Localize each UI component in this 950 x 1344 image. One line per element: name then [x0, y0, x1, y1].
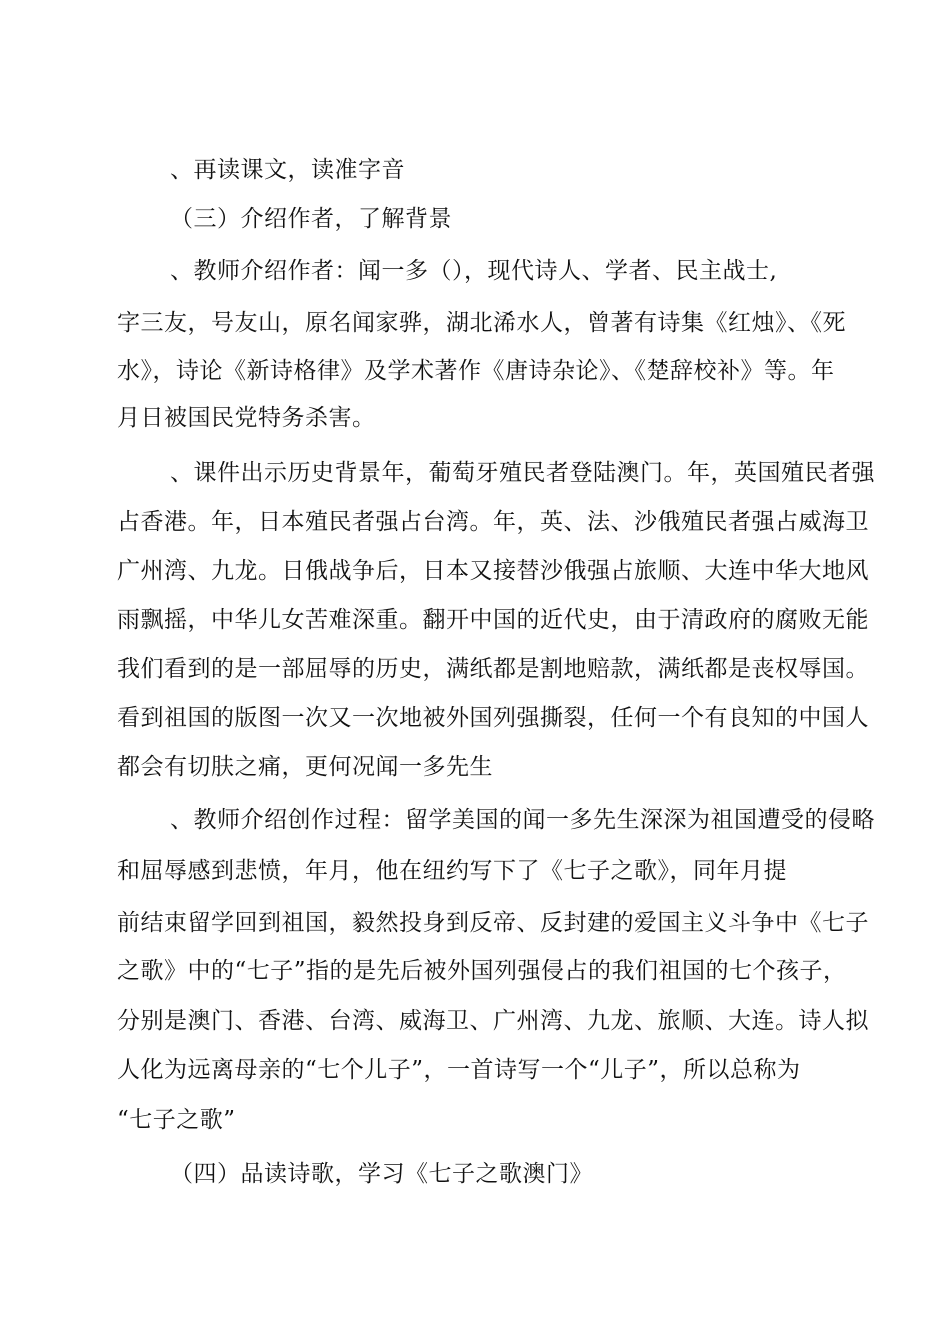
- text-line: 、课件出示历史背景年，葡萄牙殖民者登陆澳门。年，英国殖民者强: [170, 460, 875, 486]
- text-line: 月日被国民党特务杀害。: [117, 405, 376, 431]
- text-line: 和屈辱感到悲愤，年月，他在纽约写下了《七子之歌》，同年月提: [117, 858, 787, 884]
- text-line: 之歌》中的“七子”指的是先后被外国列强侵占的我们祖国的七个孩子，: [117, 958, 847, 984]
- text-line: 分别是澳门、香港、台湾、威海卫、广州湾、九龙、旅顺、大连。诗人拟: [117, 1008, 869, 1034]
- text-line: 占香港。年，日本殖民者强占台湾。年，英、法、沙俄殖民者强占威海卫: [117, 509, 869, 535]
- text-line: 、教师介绍创作过程：留学美国的闻一多先生深深为祖国遭受的侵略: [170, 807, 875, 833]
- section-heading: （三）介绍作者，了解背景: [170, 206, 452, 232]
- text-line: 人化为远离母亲的“七个儿子”，一首诗写一个“儿子”，所以总称为: [117, 1057, 801, 1083]
- text-line: 字三友，号友山，原名闻家骅，湖北浠水人，曾著有诗集《红烛》、《死: [117, 310, 846, 336]
- text-line: 看到祖国的版图一次又一次地被外国列强撕裂，任何一个有良知的中国人: [117, 705, 869, 731]
- text-line: 广州湾、九龙。日俄战争后，日本又接替沙俄强占旅顺、大连中华大地风: [117, 558, 869, 584]
- text-line: 水》，诗论《新诗格律》及学术著作《唐诗杂论》、《楚辞校补》等。年: [117, 358, 835, 384]
- text-line: 都会有切肤之痛，更何况闻一多先生: [117, 754, 493, 780]
- text-line: 前结束留学回到祖国，毅然投身到反帝、反封建的爱国主义斗争中《七子: [117, 910, 869, 936]
- text-line: 、教师介绍作者：闻一多（），现代诗人、学者、民主战士,: [170, 258, 778, 284]
- text-line: 、再读课文，读准字音: [170, 157, 405, 183]
- text-line: “七子之歌”: [117, 1107, 236, 1133]
- text-line: 雨飘摇，中华儿女苦难深重。翻开中国的近代史，由于清政府的腐败无能: [117, 607, 869, 633]
- text-line: 我们看到的是一部屈辱的历史，满纸都是割地赔款，满纸都是丧权辱国。: [117, 656, 869, 682]
- section-heading: （四）品读诗歌，学习《七子之歌澳门》: [170, 1161, 593, 1187]
